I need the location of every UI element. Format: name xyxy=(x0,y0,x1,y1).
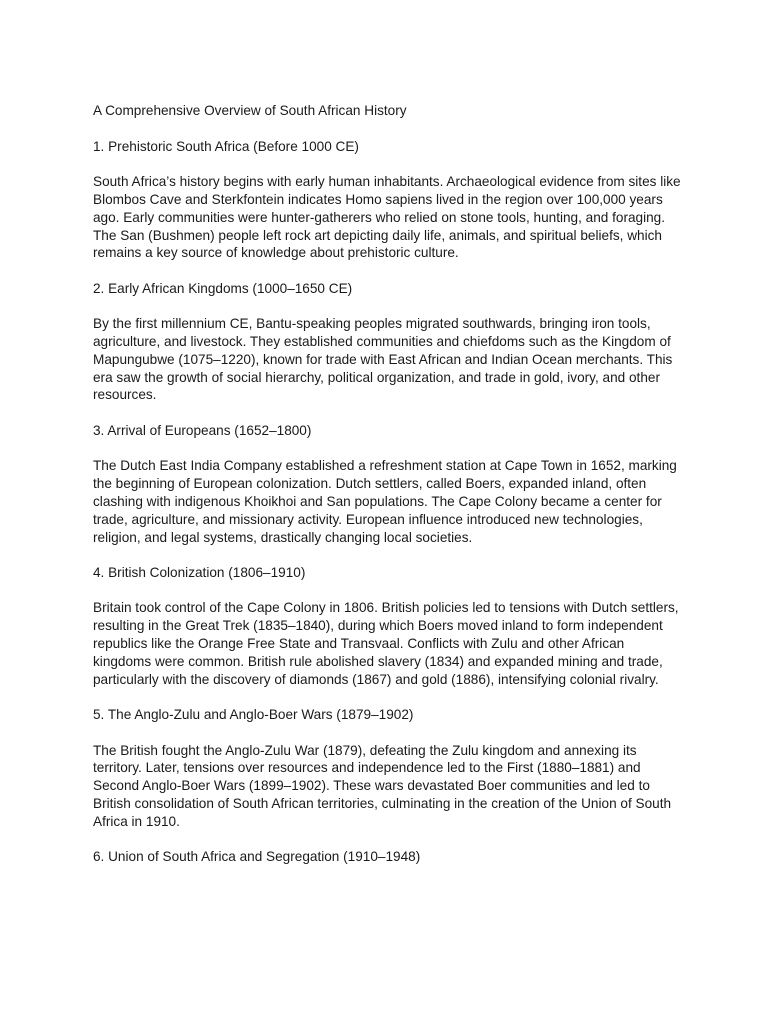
section-heading: 5. The Anglo-Zulu and Anglo-Boer Wars (1879–1902) xyxy=(93,706,414,722)
section-heading: 1. Prehistoric South Africa (Before 1000 CE) xyxy=(93,138,359,154)
section-paragraph: The British fought the Anglo-Zulu War (1879), defeating the Zulu kingdom and annexing its territory. Later, tensions over resources and independence led to the First (1880–1881) and Second Anglo-Boer Wars (1899–1902). These wars devastated Boer communities and led to British consolidation of South African territories, culminating in the creation of the Union of South Africa in 1910. xyxy=(93,742,672,829)
section-union-segregation xyxy=(93,848,683,866)
section-prehistoric xyxy=(93,138,683,263)
section-british-colonization xyxy=(93,564,683,689)
section-anglo-wars xyxy=(93,706,683,831)
section-paragraph: The Dutch East India Company established a refreshment station at Cape Town in 1652, marking the beginning of European colonization. Dutch settlers, called Boers, expanded inland, often clashing with indigenous Khoikhoi and San populations. The Cape Colony became a center for trade, agriculture, and missionary activity. European influence introduced new technologies, religion, and legal systems, drastically changing local societies. xyxy=(93,458,677,545)
section-heading: 4. British Colonization (1806–1910) xyxy=(93,564,306,580)
section-heading: 3. Arrival of Europeans (1652–1800) xyxy=(93,422,312,438)
section-arrival-of-europeans xyxy=(93,422,683,547)
section-paragraph: Britain took control of the Cape Colony in 1806. British policies led to tensions with Dutch settlers, resulting in the Great Trek (1835–1840), during which Boers moved inland to form independent republics like the Orange Free State and Transvaal. Conflicts with Zulu and other African kingdoms were common. British rule abolished slavery (1834) and expanded mining and trade, particularly with the discovery of diamonds (1867) and gold (1886), intensifying colonial rivalry. xyxy=(93,600,679,687)
section-heading: 2. Early African Kingdoms (1000–1650 CE) xyxy=(93,280,353,296)
section-paragraph: South Africa’s history begins with early human inhabitants. Archaeological evidence from sites like Blombos Cave and Sterkfontein indicates Homo sapiens lived in the region over 100,000 years ago. Early communities were hunter-gatherers who relied on stone tools, hunting, and foraging. The San (Bushmen) people left rock art depicting daily life, animals, and spiritual beliefs, which remains a key source of knowledge about prehistoric culture. xyxy=(93,174,681,261)
document-page xyxy=(93,102,683,884)
document-title: A Comprehensive Overview of South African History xyxy=(93,103,407,118)
section-paragraph: By the first millennium CE, Bantu-speaking peoples migrated southwards, bringing iron tools, agriculture, and livestock. They established communities and chiefdoms such as the Kingdom of Mapungubwe (1075–1220), known for trade with East African and Indian Ocean merchants. This era saw the growth of social hierarchy, political organization, and trade in gold, ivory, and other resources. xyxy=(93,316,673,403)
section-early-kingdoms xyxy=(93,280,683,405)
section-heading: 6. Union of South Africa and Segregation (1910–1948) xyxy=(93,848,421,864)
